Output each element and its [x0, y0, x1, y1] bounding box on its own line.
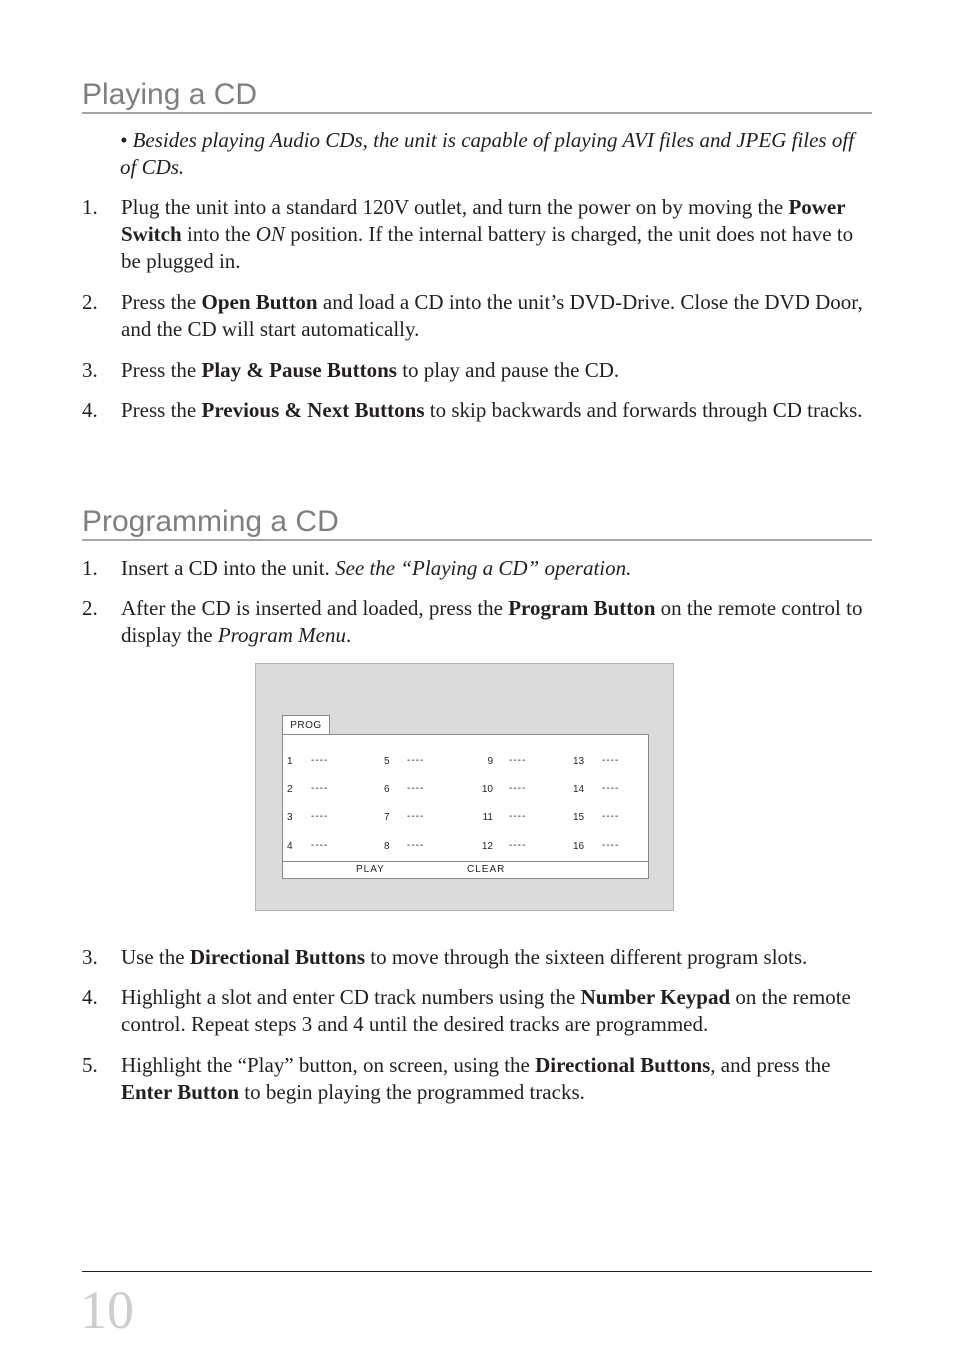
slot-number: 16 [573, 841, 585, 852]
playing-step-1 [82, 194, 874, 275]
step-text: to move through the sixteen different program slots. [365, 945, 808, 969]
step-number: 1. [82, 195, 98, 219]
slot-value[interactable]: ---- [602, 783, 620, 794]
step-text: Use the [121, 945, 190, 969]
step-italic-text: Program Menu [217, 623, 346, 647]
step-number: 3. [82, 358, 98, 382]
playing-step-2 [82, 289, 874, 343]
step-text: into the [181, 222, 256, 246]
slot-value[interactable]: ---- [311, 840, 329, 851]
program-menu-figure [255, 663, 674, 911]
step-number: 1. [82, 556, 98, 580]
section-title-programming: Programming a CD [82, 505, 872, 541]
slot-value[interactable]: ---- [311, 811, 329, 822]
step-bold-text: Previous & Next Buttons [201, 398, 425, 422]
step-text: . [345, 623, 352, 647]
play-button[interactable]: PLAY [356, 864, 385, 875]
step-text: Press the [121, 398, 202, 422]
step-text: on the remote control. Repeat steps 3 and 4 until the desired tracks are programmed. [121, 985, 851, 1036]
slot-value[interactable]: ---- [311, 783, 329, 794]
slot-number: 3 [287, 812, 293, 823]
step-text: Insert a CD into the unit. [121, 556, 336, 580]
slot-number: 4 [287, 841, 293, 852]
slot-number: 15 [573, 812, 585, 823]
slot-value[interactable]: ---- [509, 811, 527, 822]
step-number: 3. [82, 945, 98, 969]
slot-number: 5 [384, 756, 390, 767]
step-bold-text: Enter Button [121, 1080, 240, 1104]
slot-number: 8 [384, 841, 390, 852]
step-text: and load a CD into the unit’s DVD-Drive. Close the DVD Door, and the CD will start automatically. [121, 290, 863, 341]
programming-step-4 [82, 984, 874, 1038]
page-number: 10 [80, 1280, 134, 1340]
step-bold-text: Directional Buttons [189, 945, 366, 969]
slot-number: 12 [481, 841, 493, 852]
playing-step-3 [82, 357, 874, 384]
slot-value[interactable]: ---- [602, 840, 620, 851]
programming-step-3 [82, 944, 874, 971]
footer-rule [82, 1271, 872, 1272]
slot-value[interactable]: ---- [311, 755, 329, 766]
step-bold-text: Number Keypad [580, 985, 731, 1009]
step-number: 4. [82, 398, 98, 422]
clear-button[interactable]: CLEAR [467, 864, 506, 875]
step-number: 5. [82, 1053, 98, 1077]
slot-value[interactable]: ---- [407, 783, 425, 794]
programming-step-2 [82, 595, 874, 649]
step-bold-text: Power Switch [121, 195, 846, 246]
step-text: Press the [121, 358, 202, 382]
step-number: 4. [82, 985, 98, 1009]
step-bold-text: Directional Buttons [535, 1053, 711, 1077]
playing-step-4 [82, 397, 874, 424]
step-text: on the remote control to display the [121, 596, 863, 647]
program-slot-grid [282, 734, 649, 879]
step-bold-text: Open Button [201, 290, 318, 314]
step-italic-text: ON [255, 222, 285, 246]
step-text: After the CD is inserted and loaded, press the [121, 596, 509, 620]
slot-value[interactable]: ---- [509, 783, 527, 794]
slot-value[interactable]: ---- [602, 755, 620, 766]
prog-tab: PROG [282, 715, 330, 735]
step-text: position. If the internal battery is charged, the unit does not have to be plugged in. [121, 222, 854, 273]
step-text: Highlight the “Play” button, on screen, using the [121, 1053, 536, 1077]
step-text: to skip backwards and forwards through CD tracks. [424, 398, 863, 422]
slot-number: 10 [481, 784, 493, 795]
intro-note: • Besides playing Audio CDs, the unit is capable of playing AVI files and JPEG files off of CDs. [120, 128, 855, 179]
step-number: 2. [82, 596, 98, 620]
step-text: Highlight a slot and enter CD track numbers using the [121, 985, 581, 1009]
step-number: 2. [82, 290, 98, 314]
slot-number: 6 [384, 784, 390, 795]
programming-step-1 [82, 555, 874, 582]
step-bold-text: Play & Pause Buttons [201, 358, 397, 382]
section-title-playing: Playing a CD [82, 78, 872, 114]
step-text: Press the [121, 290, 202, 314]
step-text: , and press the [710, 1053, 831, 1077]
slot-number: 14 [573, 784, 585, 795]
slot-number: 13 [573, 756, 585, 767]
step-text: Plug the unit into a standard 120V outlet, and turn the power on by moving the [121, 195, 789, 219]
slot-number: 11 [482, 812, 493, 823]
slot-number: 9 [487, 756, 493, 767]
slot-value[interactable]: ---- [407, 840, 425, 851]
slot-number: 2 [287, 784, 293, 795]
slot-value[interactable]: ---- [407, 755, 425, 766]
program-menu-footer [283, 861, 648, 879]
slot-number: 7 [384, 812, 390, 823]
slot-value[interactable]: ---- [509, 755, 527, 766]
slot-value[interactable]: ---- [407, 811, 425, 822]
slot-number: 1 [287, 756, 293, 767]
programming-step-5 [82, 1052, 874, 1106]
slot-value[interactable]: ---- [509, 840, 527, 851]
step-bold-text: Program Button [508, 596, 656, 620]
slot-value[interactable]: ---- [602, 811, 620, 822]
step-text: to play and pause the CD. [396, 358, 620, 382]
step-text: to begin playing the programmed tracks. [239, 1080, 585, 1104]
step-italic-text: See the “Playing a CD” operation. [335, 556, 632, 580]
